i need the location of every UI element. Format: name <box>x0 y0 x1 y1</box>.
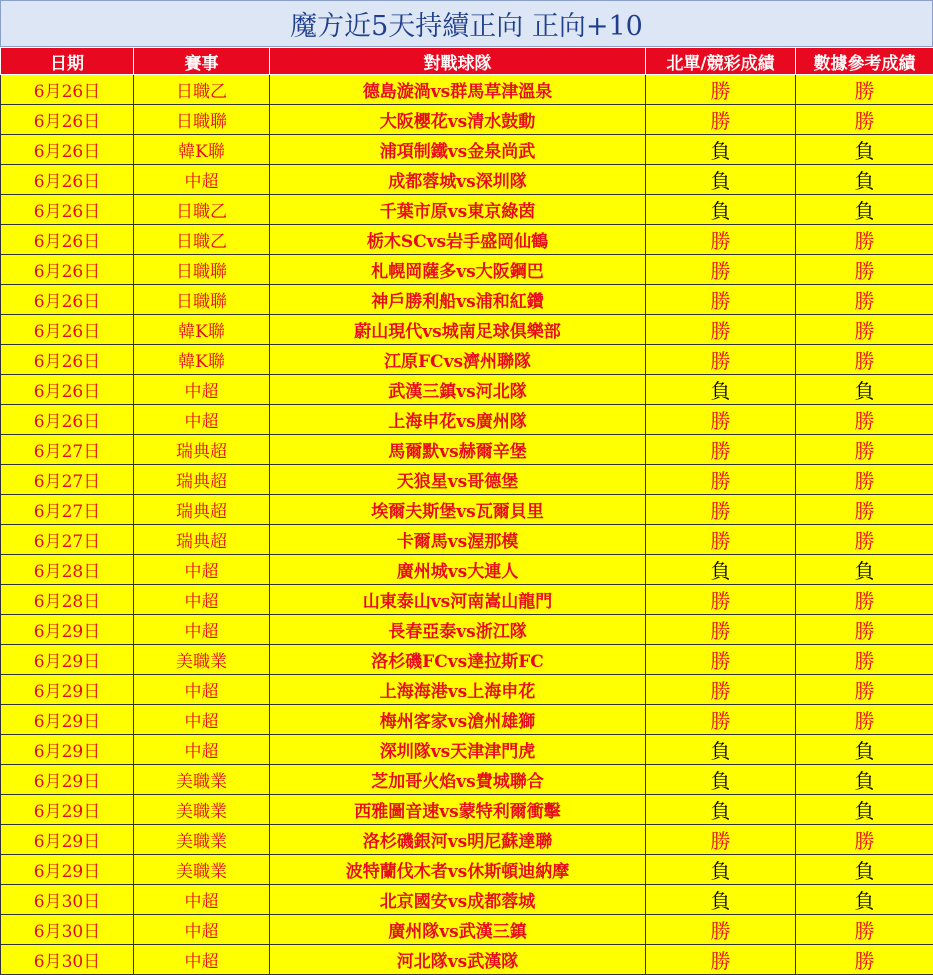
table-row <box>1 165 933 195</box>
league-cell: 瑞典超 <box>134 525 270 555</box>
date-cell: 6月26日 <box>1 345 134 375</box>
table-row <box>1 675 933 705</box>
lottery-result-cell: 勝 <box>646 645 796 675</box>
data-result-cell: 負 <box>796 165 933 195</box>
table-row <box>1 465 933 495</box>
league-cell: 日職乙 <box>134 195 270 225</box>
date-cell: 6月29日 <box>1 855 134 885</box>
lottery-result-cell: 負 <box>646 765 796 795</box>
match-cell: 上海申花vs廣州隊 <box>270 405 646 435</box>
table-row <box>1 885 933 915</box>
data-result-cell: 負 <box>796 375 933 405</box>
lottery-result-cell: 勝 <box>646 585 796 615</box>
data-result-cell: 勝 <box>796 225 933 255</box>
data-result-cell: 勝 <box>796 825 933 855</box>
data-result-cell: 負 <box>796 885 933 915</box>
lottery-result-cell: 勝 <box>646 75 796 105</box>
match-cell: 梅州客家vs滄州雄獅 <box>270 705 646 735</box>
date-cell: 6月26日 <box>1 135 134 165</box>
match-cell: 深圳隊vs天津津門虎 <box>270 735 646 765</box>
date-cell: 6月26日 <box>1 255 134 285</box>
data-result-cell: 勝 <box>796 675 933 705</box>
date-cell: 6月26日 <box>1 225 134 255</box>
header-date: 日期 <box>1 48 134 75</box>
table-row <box>1 375 933 405</box>
match-cell: 浦項制鐵vs金泉尚武 <box>270 135 646 165</box>
match-cell: 芝加哥火焰vs費城聯合 <box>270 765 646 795</box>
data-result-cell: 負 <box>796 855 933 885</box>
lottery-result-cell: 勝 <box>646 615 796 645</box>
table-row <box>1 585 933 615</box>
match-cell: 埃爾夫斯堡vs瓦爾貝里 <box>270 495 646 525</box>
lottery-result-cell: 勝 <box>646 945 796 975</box>
header-lottery-result: 北單/競彩成績 <box>646 48 796 75</box>
league-cell: 中超 <box>134 555 270 585</box>
league-cell: 中超 <box>134 915 270 945</box>
lottery-result-cell: 負 <box>646 735 796 765</box>
data-result-cell: 負 <box>796 795 933 825</box>
match-cell: 德島漩渦vs群馬草津溫泉 <box>270 75 646 105</box>
lottery-result-cell: 負 <box>646 135 796 165</box>
match-cell: 千葉市原vs東京綠茵 <box>270 195 646 225</box>
league-cell: 中超 <box>134 705 270 735</box>
date-cell: 6月27日 <box>1 465 134 495</box>
lottery-result-cell: 負 <box>646 885 796 915</box>
data-result-cell: 勝 <box>796 525 933 555</box>
league-cell: 美職業 <box>134 795 270 825</box>
date-cell: 6月26日 <box>1 315 134 345</box>
date-cell: 6月27日 <box>1 495 134 525</box>
lottery-result-cell: 勝 <box>646 495 796 525</box>
data-result-cell: 勝 <box>796 435 933 465</box>
match-cell: 北京國安vs成都蓉城 <box>270 885 646 915</box>
date-cell: 6月30日 <box>1 945 134 975</box>
data-result-cell: 勝 <box>796 495 933 525</box>
match-cell: 天狼星vs哥德堡 <box>270 465 646 495</box>
lottery-result-cell: 勝 <box>646 525 796 555</box>
league-cell: 日職聯 <box>134 285 270 315</box>
date-cell: 6月28日 <box>1 585 134 615</box>
match-cell: 上海海港vs上海申花 <box>270 675 646 705</box>
table-row <box>1 735 933 765</box>
date-cell: 6月29日 <box>1 645 134 675</box>
league-cell: 中超 <box>134 675 270 705</box>
match-cell: 武漢三鎮vs河北隊 <box>270 375 646 405</box>
table-row <box>1 525 933 555</box>
match-cell: 成都蓉城vs深圳隊 <box>270 165 646 195</box>
lottery-result-cell: 勝 <box>646 225 796 255</box>
match-cell: 洛杉磯FCvs達拉斯FC <box>270 645 646 675</box>
league-cell: 中超 <box>134 885 270 915</box>
date-cell: 6月29日 <box>1 765 134 795</box>
lottery-result-cell: 勝 <box>646 705 796 735</box>
league-cell: 日職乙 <box>134 75 270 105</box>
match-cell: 廣州城vs大連人 <box>270 555 646 585</box>
data-result-cell: 負 <box>796 195 933 225</box>
date-cell: 6月26日 <box>1 285 134 315</box>
date-cell: 6月29日 <box>1 615 134 645</box>
lottery-result-cell: 勝 <box>646 435 796 465</box>
lottery-result-cell: 負 <box>646 195 796 225</box>
league-cell: 韓K聯 <box>134 135 270 165</box>
table-row <box>1 705 933 735</box>
date-cell: 6月29日 <box>1 735 134 765</box>
data-result-cell: 勝 <box>796 315 933 345</box>
sheet-title: 魔方近5天持續正向 正向+10 <box>0 0 933 47</box>
table-row <box>1 855 933 885</box>
date-cell: 6月29日 <box>1 675 134 705</box>
lottery-result-cell: 勝 <box>646 345 796 375</box>
date-cell: 6月29日 <box>1 825 134 855</box>
date-cell: 6月27日 <box>1 435 134 465</box>
lottery-result-cell: 負 <box>646 795 796 825</box>
match-cell: 洛杉磯銀河vs明尼蘇達聯 <box>270 825 646 855</box>
lottery-result-cell: 負 <box>646 375 796 405</box>
date-cell: 6月26日 <box>1 375 134 405</box>
table-row <box>1 915 933 945</box>
league-cell: 中超 <box>134 945 270 975</box>
table-row <box>1 345 933 375</box>
league-cell: 中超 <box>134 375 270 405</box>
table-row <box>1 555 933 585</box>
lottery-result-cell: 負 <box>646 165 796 195</box>
data-result-cell: 勝 <box>796 915 933 945</box>
date-cell: 6月26日 <box>1 165 134 195</box>
data-result-cell: 負 <box>796 135 933 165</box>
date-cell: 6月26日 <box>1 105 134 135</box>
match-cell: 札幌岡薩多vs大阪鋼巴 <box>270 255 646 285</box>
lottery-result-cell: 勝 <box>646 315 796 345</box>
league-cell: 美職業 <box>134 645 270 675</box>
league-cell: 美職業 <box>134 765 270 795</box>
lottery-result-cell: 勝 <box>646 465 796 495</box>
data-result-cell: 勝 <box>796 615 933 645</box>
league-cell: 中超 <box>134 585 270 615</box>
match-cell: 大阪櫻花vs清水鼓動 <box>270 105 646 135</box>
match-cell: 西雅圖音速vs蒙特利爾衝擊 <box>270 795 646 825</box>
date-cell: 6月26日 <box>1 405 134 435</box>
league-cell: 中超 <box>134 615 270 645</box>
table-row <box>1 825 933 855</box>
header-league: 賽事 <box>134 48 270 75</box>
match-cell: 栃木SCvs岩手盛岡仙鶴 <box>270 225 646 255</box>
league-cell: 美職業 <box>134 855 270 885</box>
league-cell: 中超 <box>134 405 270 435</box>
league-cell: 日職乙 <box>134 225 270 255</box>
data-result-cell: 勝 <box>796 255 933 285</box>
lottery-result-cell: 勝 <box>646 285 796 315</box>
league-cell: 美職業 <box>134 825 270 855</box>
data-result-cell: 負 <box>796 555 933 585</box>
match-cell: 波特蘭伐木者vs休斯頓迪納摩 <box>270 855 646 885</box>
league-cell: 中超 <box>134 735 270 765</box>
table-row <box>1 225 933 255</box>
lottery-result-cell: 勝 <box>646 255 796 285</box>
match-cell: 卡爾馬vs渥那模 <box>270 525 646 555</box>
table-row <box>1 315 933 345</box>
match-cell: 神戶勝利船vs浦和紅鑽 <box>270 285 646 315</box>
match-cell: 廣州隊vs武漢三鎮 <box>270 915 646 945</box>
lottery-result-cell: 負 <box>646 555 796 585</box>
table-row <box>1 765 933 795</box>
data-result-cell: 勝 <box>796 285 933 315</box>
table-row <box>1 405 933 435</box>
lottery-result-cell: 負 <box>646 855 796 885</box>
header-data-result: 數據參考成績 <box>796 48 933 75</box>
table-row <box>1 105 933 135</box>
lottery-result-cell: 勝 <box>646 405 796 435</box>
data-result-cell: 勝 <box>796 945 933 975</box>
date-cell: 6月30日 <box>1 915 134 945</box>
date-cell: 6月28日 <box>1 555 134 585</box>
table-row <box>1 645 933 675</box>
table-row <box>1 195 933 225</box>
match-cell: 江原FCvs濟州聯隊 <box>270 345 646 375</box>
date-cell: 6月29日 <box>1 705 134 735</box>
table-row <box>1 255 933 285</box>
league-cell: 瑞典超 <box>134 465 270 495</box>
date-cell: 6月30日 <box>1 885 134 915</box>
league-cell: 日職聯 <box>134 105 270 135</box>
lottery-result-cell: 勝 <box>646 915 796 945</box>
table-row <box>1 495 933 525</box>
date-cell: 6月27日 <box>1 525 134 555</box>
match-cell: 河北隊vs武漢隊 <box>270 945 646 975</box>
league-cell: 韓K聯 <box>134 315 270 345</box>
results-table <box>0 47 933 975</box>
table-body <box>1 75 933 975</box>
data-result-cell: 勝 <box>796 585 933 615</box>
data-result-cell: 勝 <box>796 345 933 375</box>
data-result-cell: 勝 <box>796 75 933 105</box>
date-cell: 6月26日 <box>1 195 134 225</box>
lottery-result-cell: 勝 <box>646 825 796 855</box>
data-result-cell: 負 <box>796 765 933 795</box>
table-row <box>1 945 933 975</box>
header-match: 對戰球隊 <box>270 48 646 75</box>
match-cell: 蔚山現代vs城南足球俱樂部 <box>270 315 646 345</box>
match-cell: 長春亞泰vs浙江隊 <box>270 615 646 645</box>
lottery-result-cell: 勝 <box>646 105 796 135</box>
table-row <box>1 795 933 825</box>
data-result-cell: 勝 <box>796 105 933 135</box>
match-cell: 馬爾默vs赫爾辛堡 <box>270 435 646 465</box>
league-cell: 瑞典超 <box>134 435 270 465</box>
data-result-cell: 勝 <box>796 465 933 495</box>
league-cell: 日職聯 <box>134 255 270 285</box>
date-cell: 6月29日 <box>1 795 134 825</box>
table-row <box>1 435 933 465</box>
header-row <box>1 48 933 75</box>
match-cell: 山東泰山vs河南嵩山龍門 <box>270 585 646 615</box>
lottery-result-cell: 勝 <box>646 675 796 705</box>
data-result-cell: 勝 <box>796 645 933 675</box>
league-cell: 中超 <box>134 165 270 195</box>
table-row <box>1 615 933 645</box>
table-row <box>1 75 933 105</box>
table-row <box>1 135 933 165</box>
data-result-cell: 負 <box>796 735 933 765</box>
data-result-cell: 勝 <box>796 405 933 435</box>
data-result-cell: 勝 <box>796 705 933 735</box>
table-row <box>1 285 933 315</box>
league-cell: 韓K聯 <box>134 345 270 375</box>
league-cell: 瑞典超 <box>134 495 270 525</box>
date-cell: 6月26日 <box>1 75 134 105</box>
